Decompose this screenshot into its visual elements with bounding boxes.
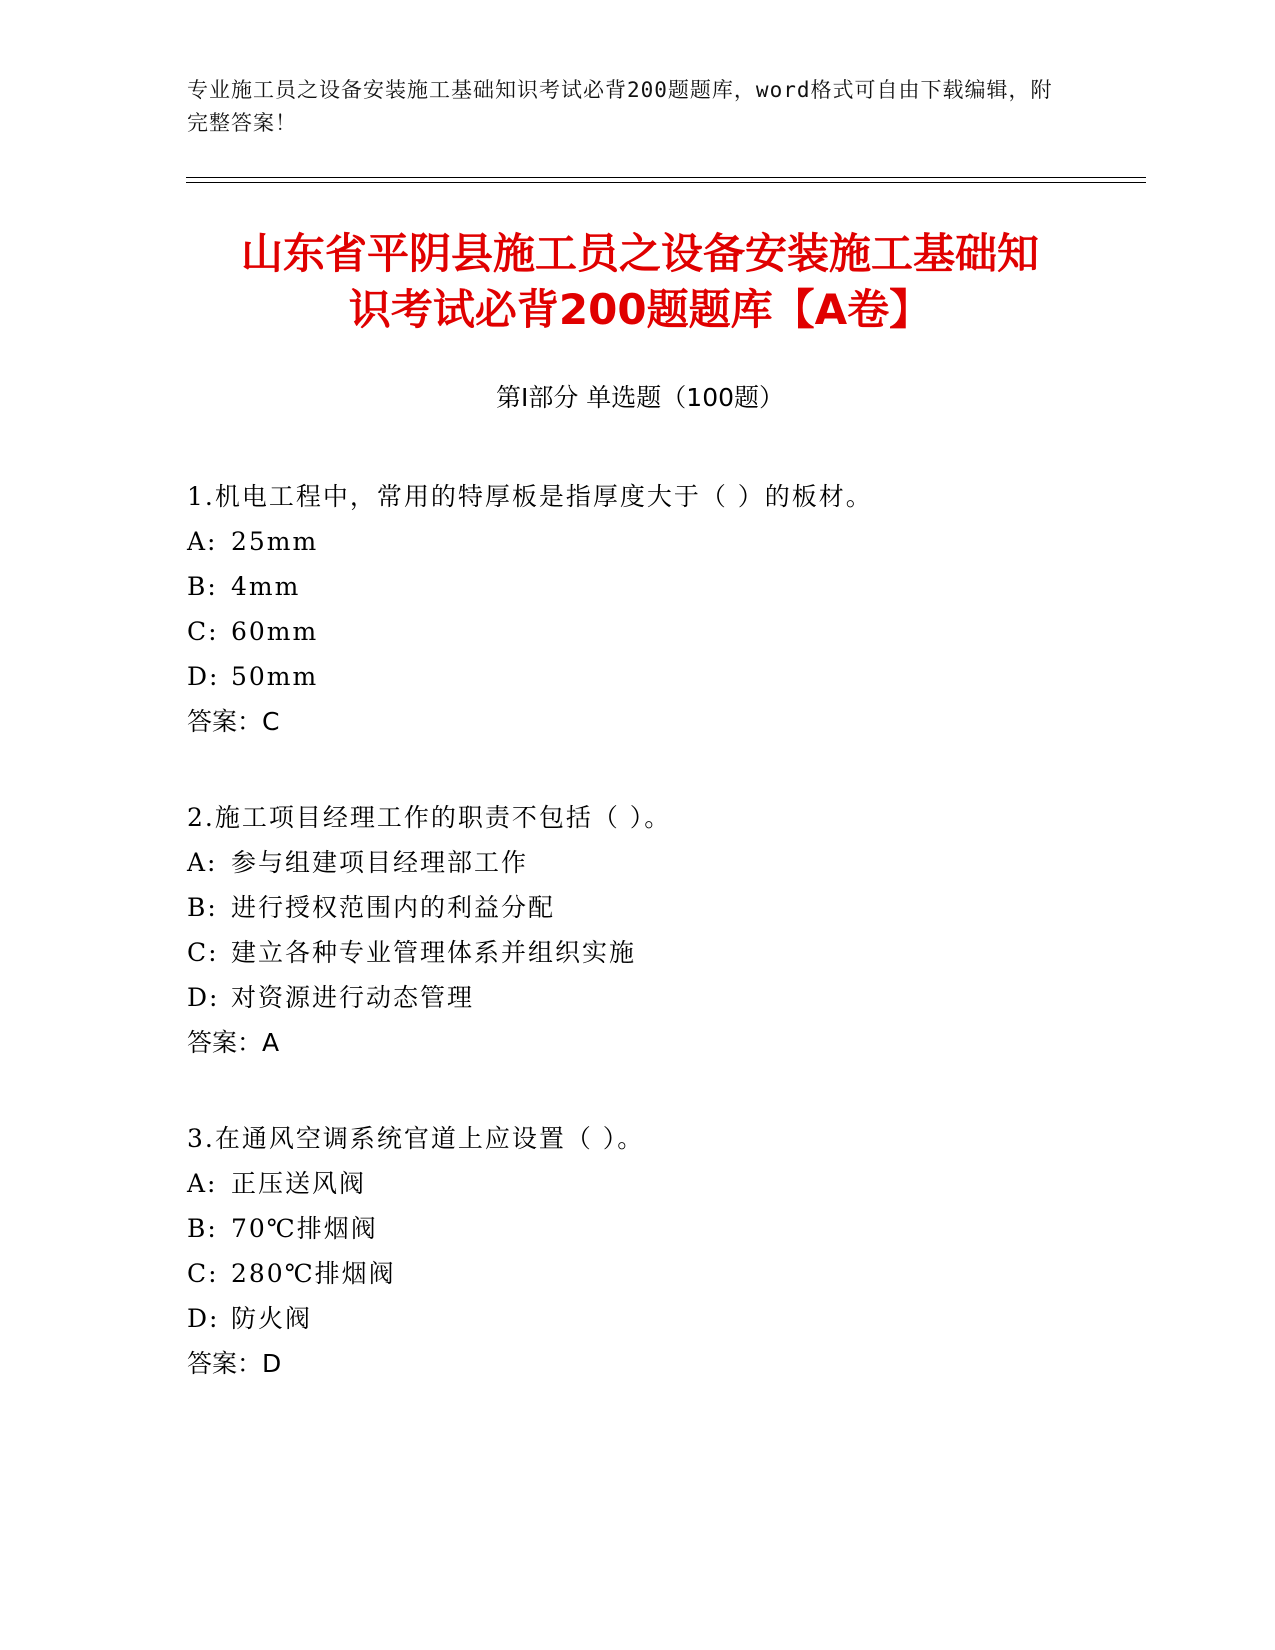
document-title-line-1: 山东省平阴县施工员之设备安装施工基础知 [240,229,1039,278]
answer-label: 答案： [187,707,263,736]
option-key: A: [187,527,218,556]
option-d [187,975,1147,1020]
option-key: B: [187,572,218,601]
question-stem: 2.施工项目经理工作的职责不包括（ ）。 [187,803,672,832]
document-title-line-2: 识考试必背200题题库【A卷】 [348,285,932,334]
option-text: 参与组建项目经理部工作 [231,848,529,877]
option-key: C: [187,1259,219,1288]
option-a [187,1161,1147,1206]
option-key: B: [187,893,218,922]
answer-label: 答案： [187,1028,263,1057]
option-key: A: [187,848,218,877]
answer-line [187,699,1147,744]
header-divider-bottom [186,182,1146,183]
header-note: 专业施工员之设备安装施工基础知识考试必背200题题库，word格式可自由下载编辑，附完整答案！ [187,78,1053,135]
option-text: 60mm [231,617,319,646]
question-3 [187,1116,1147,1386]
option-text: 防火阀 [231,1304,313,1333]
answer-value: A [262,1028,280,1057]
option-b [187,564,1147,609]
option-d [187,654,1147,699]
option-text: 70℃排烟阀 [231,1214,378,1243]
option-a [187,519,1147,564]
header-divider-top [186,177,1146,178]
option-text: 正压送风阀 [231,1169,367,1198]
option-text: 建立各种专业管理体系并组织实施 [231,938,637,967]
answer-line [187,1020,1147,1065]
option-key: C: [187,938,219,967]
option-text: 50mm [231,662,319,691]
answer-label: 答案： [187,1349,263,1378]
option-d [187,1296,1147,1341]
option-text: 进行授权范围内的利益分配 [231,893,556,922]
option-key: B: [187,1214,218,1243]
option-text: 25mm [231,527,319,556]
option-text: 280℃排烟阀 [231,1259,396,1288]
option-a [187,840,1147,885]
option-key: C: [187,617,219,646]
question-2 [187,795,1147,1065]
answer-line [187,1341,1147,1386]
answer-value: D [262,1349,282,1378]
section-title: 第Ⅰ部分 单选题（100题） [495,383,785,412]
option-text: 对资源进行动态管理 [231,983,475,1012]
question-stem: 3.在通风空调系统官道上应设置（ ）。 [187,1124,645,1153]
question-list [187,474,1147,1437]
option-text: 4mm [231,572,301,601]
option-b [187,1206,1147,1251]
option-key: D: [187,983,220,1012]
option-c [187,930,1147,975]
question-stem: 1.机电工程中，常用的特厚板是指厚度大于（ ）的板材。 [187,482,873,511]
option-b [187,885,1147,930]
option-key: A: [187,1169,218,1198]
option-key: D: [187,1304,220,1333]
option-c [187,609,1147,654]
question-1 [187,474,1147,744]
option-key: D: [187,662,220,691]
answer-value: C [262,707,280,736]
document-title [180,226,1100,338]
option-c [187,1251,1147,1296]
